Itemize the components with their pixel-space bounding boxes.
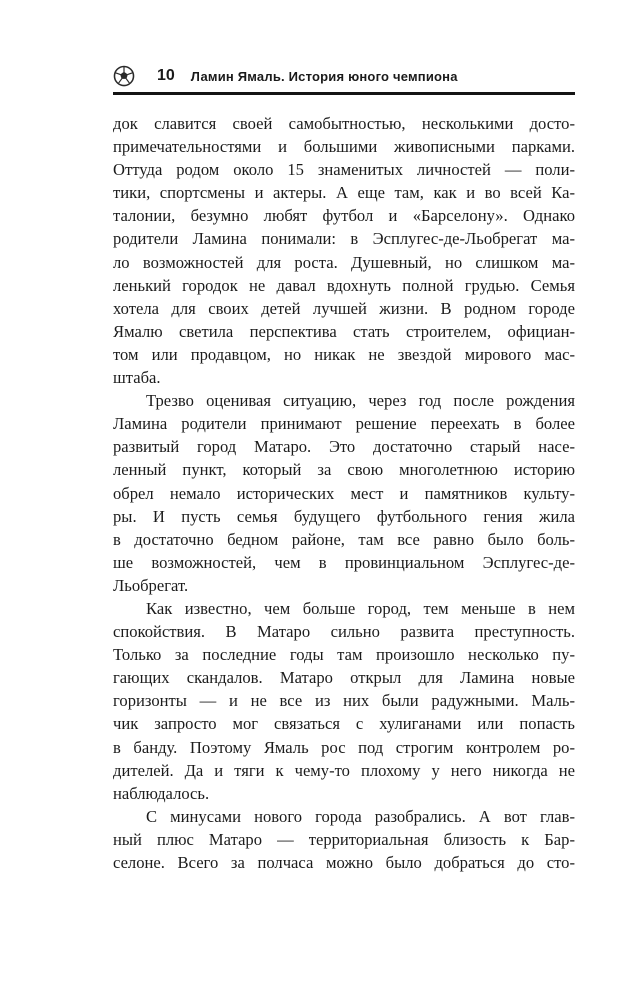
soccer-ball-icon [113,65,135,87]
text-line: Трезво оценивая ситуацию, через год после рождения [146,391,575,411]
text-line: Льобрегат. [113,575,189,595]
text-line: наблюдалось. [113,783,210,803]
text-line: Оттуда родом около 15 знаменитых личностей — поли- [113,160,575,180]
text-line: Ламина родители принимают решение переехать в более [113,414,575,434]
text-line: С минусами нового города разобрались. А вот глав- [146,806,575,826]
text-line: ный плюс Матаро — территориальная близость к Бар- [113,829,575,849]
text-line: гающих скандалов. Матаро открыл для Ламина новые [113,668,575,688]
text-line: в банду. Поэтому Ямаль рос под строгим контролем ро- [113,737,575,757]
body-text [113,112,575,874]
text-line: штаба. [113,368,161,388]
text-line: Ямалю светила перспектива стать строителем, официан- [113,321,575,341]
paragraph [113,112,575,389]
text-line: ло возможностей для роста. Душевный, но слишком ма- [113,252,575,272]
text-line: развитый город Матаро. Это достаточно старый насе- [113,437,575,457]
paragraph [113,597,575,805]
page-number: 10 [157,67,175,84]
text-line: том или продавцом, но никак не звездой мирового мас- [113,344,575,364]
text-line: спокойствия. В Матаро сильно развита преступность. [113,622,575,642]
text-line: дителей. Да и тяги к чему-то плохому у него никогда не [113,760,575,780]
text-line: родители Ламина понимали: в Эсплугес-де-Льобрегат ма- [113,229,575,249]
text-line: Только за последние годы там произошло несколько пу- [113,645,575,665]
text-line: обрел немало исторических мест и памятников культу- [113,483,575,503]
text-line: тики, спортсмены и актеры. А еще там, как и во всей Ка- [113,183,575,203]
page-header [113,63,575,89]
text-line: селоне. Всего за полчаса можно было добраться до сто- [113,853,575,872]
text-line: ше возможностей, чем в провинциальном Эсплугес-де- [113,552,575,572]
text-line: хотела для своих детей лучшей жизни. В родном городе [113,298,575,318]
text-line: в достаточно бедном районе, там все равно было боль- [113,529,575,549]
running-title: Ламин Ямаль. История юного чемпиона [190,68,458,84]
text-line: талонии, безумно любят футбол и «Барселону». Однако [113,206,575,226]
text-line: ленный пункт, который за свою многолетнюю историю [113,460,575,480]
paragraph [113,389,575,597]
text-line: Как известно, чем больше город, тем меньше в нем [146,598,575,618]
paragraph [113,805,575,874]
header-rule [113,92,575,95]
text-line: ленький городок не давал вдохнуть полной грудью. Семья [113,275,575,295]
text-line: ры. И пусть семья будущего футбольного гения жила [113,506,575,526]
text-line: горизонты — и не все из них были радужными. Маль- [113,691,575,711]
text-line: примечательностями и большими живописными парками. [113,137,575,157]
text-line: док славится своей самобытностью, несколькими досто- [113,114,575,133]
text-line: чик запросто мог связаться с хулиганами или попасть [113,714,575,734]
